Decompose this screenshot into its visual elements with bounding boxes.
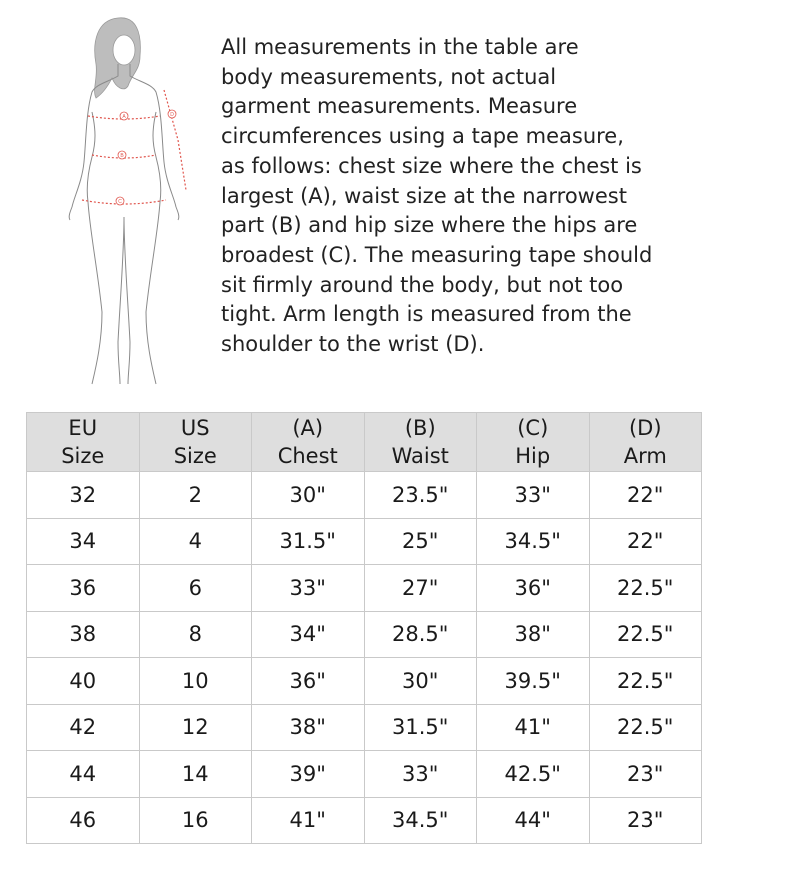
cell-chest: 39" bbox=[252, 751, 365, 798]
cell-arm: 22.5" bbox=[589, 658, 702, 705]
cell-eu-size: 46 bbox=[27, 797, 140, 844]
cell-eu-size: 44 bbox=[27, 751, 140, 798]
table-body bbox=[27, 472, 702, 844]
cell-chest: 36" bbox=[252, 658, 365, 705]
tape-arm bbox=[164, 90, 186, 190]
cell-chest: 31.5" bbox=[252, 518, 365, 565]
cell-chest: 30" bbox=[252, 472, 365, 519]
cell-eu-size: 40 bbox=[27, 658, 140, 705]
cell-arm: 22" bbox=[589, 472, 702, 519]
cell-eu-size: 36 bbox=[27, 565, 140, 612]
cell-arm: 23" bbox=[589, 797, 702, 844]
cell-arm: 22.5" bbox=[589, 704, 702, 751]
cell-waist: 33" bbox=[364, 751, 477, 798]
table-row bbox=[27, 472, 702, 519]
table-row bbox=[27, 704, 702, 751]
cell-hip: 42.5" bbox=[477, 751, 590, 798]
size-chart-table bbox=[26, 412, 702, 844]
instruction-line: tight. Arm length is measured from the bbox=[221, 302, 632, 327]
instruction-line: part (B) and hip size where the hips are bbox=[221, 213, 638, 238]
instruction-line: circumferences using a tape measure, bbox=[221, 124, 624, 149]
cell-hip: 38" bbox=[477, 611, 590, 658]
table-header-row bbox=[27, 413, 702, 472]
marker-b-label: B bbox=[120, 153, 124, 159]
cell-us-size: 2 bbox=[139, 472, 252, 519]
cell-waist: 30" bbox=[364, 658, 477, 705]
marker-d-label: D bbox=[170, 112, 174, 118]
marker-c-label: C bbox=[118, 199, 122, 205]
cell-us-size: 10 bbox=[139, 658, 252, 705]
table-row bbox=[27, 751, 702, 798]
cell-chest: 34" bbox=[252, 611, 365, 658]
cell-us-size: 6 bbox=[139, 565, 252, 612]
marker-a-label: A bbox=[122, 114, 126, 120]
cell-chest: 41" bbox=[252, 797, 365, 844]
figure-face bbox=[113, 35, 135, 65]
header-us-size: US Size bbox=[139, 413, 252, 472]
cell-waist: 28.5" bbox=[364, 611, 477, 658]
cell-waist: 27" bbox=[364, 565, 477, 612]
cell-waist: 23.5" bbox=[364, 472, 477, 519]
cell-us-size: 12 bbox=[139, 704, 252, 751]
table-row bbox=[27, 518, 702, 565]
cell-waist: 31.5" bbox=[364, 704, 477, 751]
table-row bbox=[27, 658, 702, 705]
cell-hip: 34.5" bbox=[477, 518, 590, 565]
cell-waist: 34.5" bbox=[364, 797, 477, 844]
cell-hip: 39.5" bbox=[477, 658, 590, 705]
table-row bbox=[27, 611, 702, 658]
instruction-line: as follows: chest size where the chest is bbox=[221, 153, 642, 178]
cell-waist: 25" bbox=[364, 518, 477, 565]
body-measurement-figure bbox=[52, 12, 202, 392]
instruction-line: garment measurements. Measure bbox=[221, 94, 578, 119]
cell-hip: 33" bbox=[477, 472, 590, 519]
header-eu-size: EU Size bbox=[27, 413, 140, 472]
cell-chest: 38" bbox=[252, 704, 365, 751]
cell-us-size: 16 bbox=[139, 797, 252, 844]
cell-arm: 23" bbox=[589, 751, 702, 798]
instruction-line: largest (A), waist size at the narrowest bbox=[221, 183, 627, 208]
cell-eu-size: 32 bbox=[27, 472, 140, 519]
table-row bbox=[27, 797, 702, 844]
table-row bbox=[27, 565, 702, 612]
instruction-line: All measurements in the table are bbox=[221, 35, 579, 59]
cell-us-size: 8 bbox=[139, 611, 252, 658]
cell-arm: 22.5" bbox=[589, 565, 702, 612]
table-header bbox=[27, 413, 702, 472]
instruction-line: sit firmly around the body, but not too bbox=[221, 272, 624, 297]
header-chest: (A) Chest bbox=[252, 413, 365, 472]
cell-eu-size: 34 bbox=[27, 518, 140, 565]
cell-hip: 41" bbox=[477, 704, 590, 751]
cell-arm: 22.5" bbox=[589, 611, 702, 658]
instruction-line: shoulder to the wrist (D). bbox=[221, 332, 485, 357]
cell-eu-size: 38 bbox=[27, 611, 140, 658]
cell-eu-size: 42 bbox=[27, 704, 140, 751]
instruction-line: body measurements, not actual bbox=[221, 64, 557, 89]
measurement-instructions bbox=[221, 33, 691, 360]
header-waist: (B) Waist bbox=[364, 413, 477, 472]
cell-arm: 22" bbox=[589, 518, 702, 565]
cell-chest: 33" bbox=[252, 565, 365, 612]
instruction-line: broadest (C). The measuring tape should bbox=[221, 242, 653, 267]
cell-hip: 44" bbox=[477, 797, 590, 844]
cell-hip: 36" bbox=[477, 565, 590, 612]
cell-us-size: 14 bbox=[139, 751, 252, 798]
header-arm: (D) Arm bbox=[589, 413, 702, 472]
cell-us-size: 4 bbox=[139, 518, 252, 565]
header-hip: (C) Hip bbox=[477, 413, 590, 472]
